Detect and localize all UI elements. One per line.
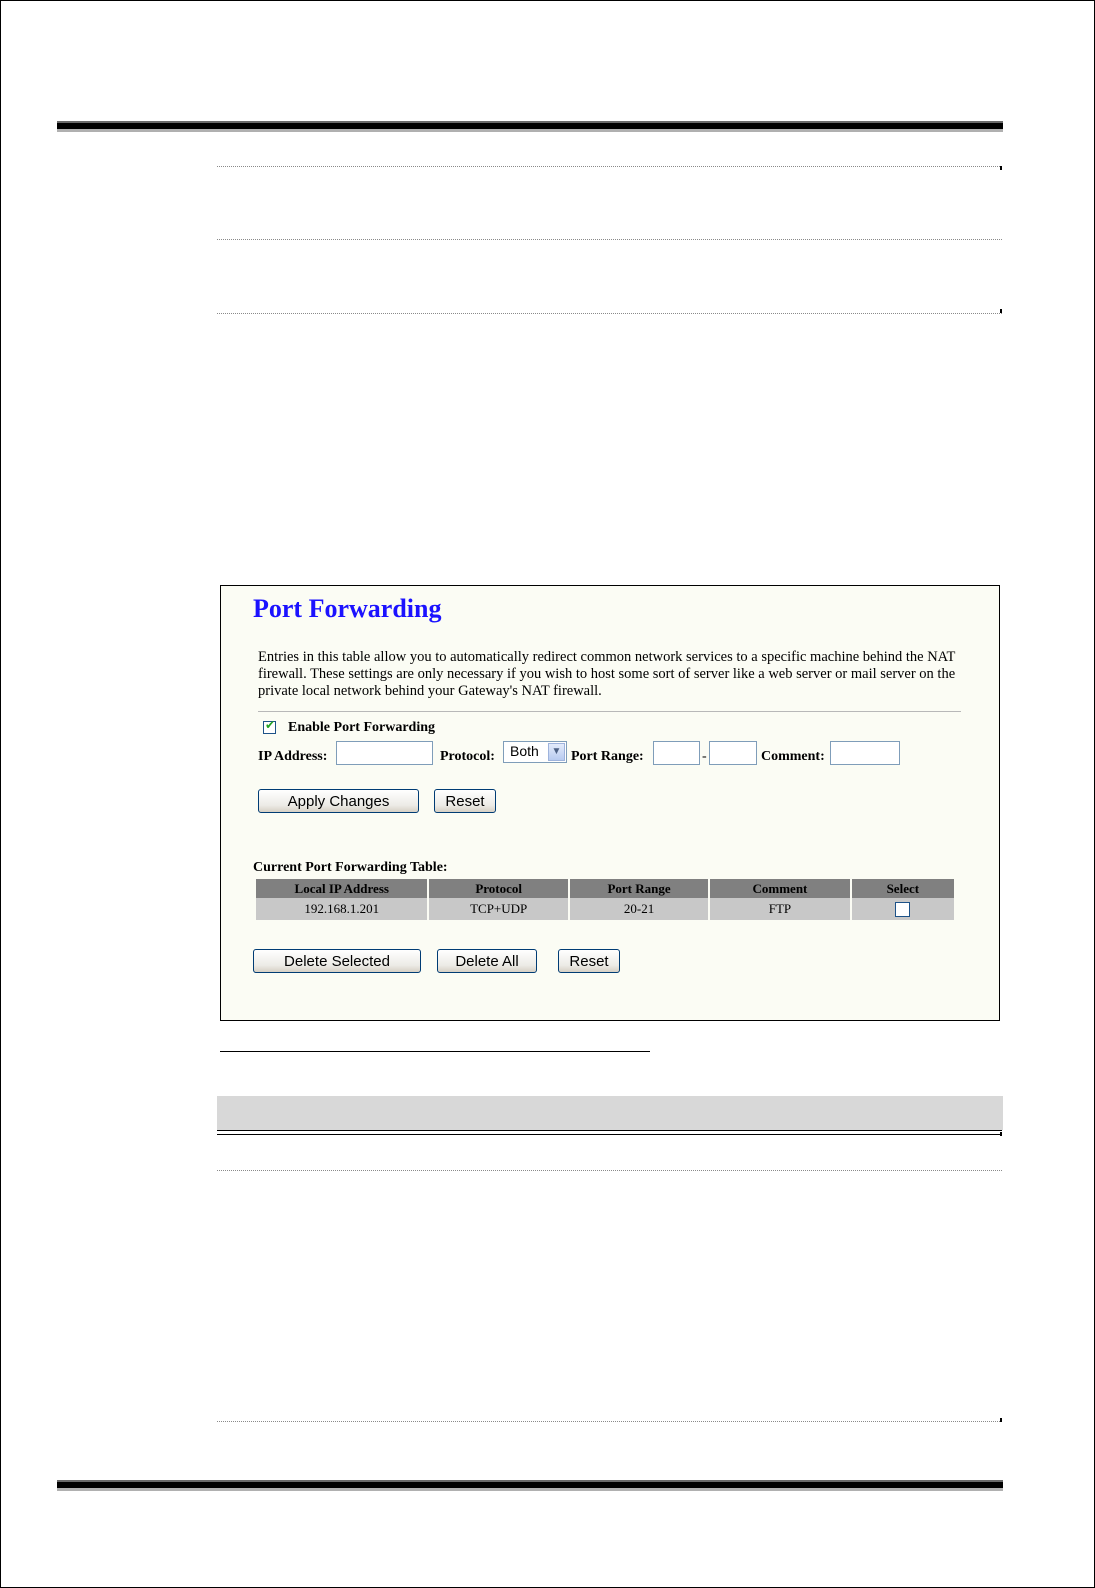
separator-line: [217, 1170, 1002, 1171]
double-rule: [217, 1130, 1002, 1131]
port-forwarding-screenshot: [220, 585, 1000, 1021]
chevron-down-icon[interactable]: ▼: [548, 743, 565, 761]
separator-tick: [1000, 1132, 1002, 1136]
column-header: Select: [852, 879, 954, 898]
ip-address-input[interactable]: [336, 741, 433, 765]
table-header-band: [217, 1096, 1003, 1130]
description-text: Entries in this table allow you to automatically redirect common network services to a specific machine behind the NAT firewall. These settings are only necessary if you wish to host some sort of server like a web server or mail server on the private local network behind your Gateway's NAT firewall.: [258, 649, 956, 699]
separator-tick: [1000, 1418, 1002, 1422]
header-rule: [57, 121, 1003, 129]
column-header: Protocol: [429, 879, 567, 898]
cell-comment: FTP: [710, 898, 849, 920]
caption-underline: [220, 1051, 650, 1052]
footer-rule: [57, 1480, 1003, 1488]
apply-changes-button[interactable]: Apply Changes: [258, 789, 419, 813]
delete-all-button[interactable]: Delete All: [437, 949, 537, 973]
cell-select: [852, 898, 954, 920]
column-header: Comment: [710, 879, 849, 898]
reset-button[interactable]: Reset: [434, 789, 496, 813]
cell-local-ip: 192.168.1.201: [256, 898, 427, 920]
double-rule: [217, 1134, 1002, 1135]
port-range-to-input[interactable]: [709, 741, 757, 765]
protocol-label: Protocol:: [440, 749, 495, 764]
page-title: Port Forwarding: [253, 594, 442, 623]
protocol-select[interactable]: [503, 741, 567, 763]
table-title: Current Port Forwarding Table:: [253, 860, 448, 875]
port-range-label: Port Range:: [571, 749, 644, 764]
select-row-checkbox[interactable]: [895, 902, 910, 917]
separator-line: [217, 313, 1002, 314]
reset-table-button[interactable]: Reset: [558, 949, 620, 973]
checkmark-icon: ✔: [265, 718, 276, 732]
cell-port-range: 20-21: [570, 898, 708, 920]
divider: [258, 711, 961, 712]
column-header: Port Range: [570, 879, 708, 898]
separator-line: [217, 1421, 1002, 1422]
comment-label: Comment:: [761, 749, 825, 764]
port-range-from-input[interactable]: [653, 741, 700, 765]
delete-selected-button[interactable]: Delete Selected: [253, 949, 421, 973]
separator-line: [217, 239, 1002, 240]
separator-tick: [1000, 166, 1002, 170]
column-header: Local IP Address: [256, 879, 427, 898]
table-header-row: [256, 879, 954, 898]
separator-tick: [1000, 309, 1002, 313]
ip-address-label: IP Address:: [258, 749, 328, 764]
protocol-selected-value: Both: [510, 743, 539, 759]
enable-port-forwarding-label: Enable Port Forwarding: [288, 720, 435, 735]
port-range-separator: -: [702, 749, 707, 764]
enable-port-forwarding-checkbox[interactable]: [263, 718, 276, 734]
cell-protocol: TCP+UDP: [429, 898, 567, 920]
comment-input[interactable]: [830, 741, 900, 765]
port-forwarding-table: [254, 879, 956, 920]
table-row: [256, 898, 954, 920]
separator-line: [217, 166, 1002, 167]
